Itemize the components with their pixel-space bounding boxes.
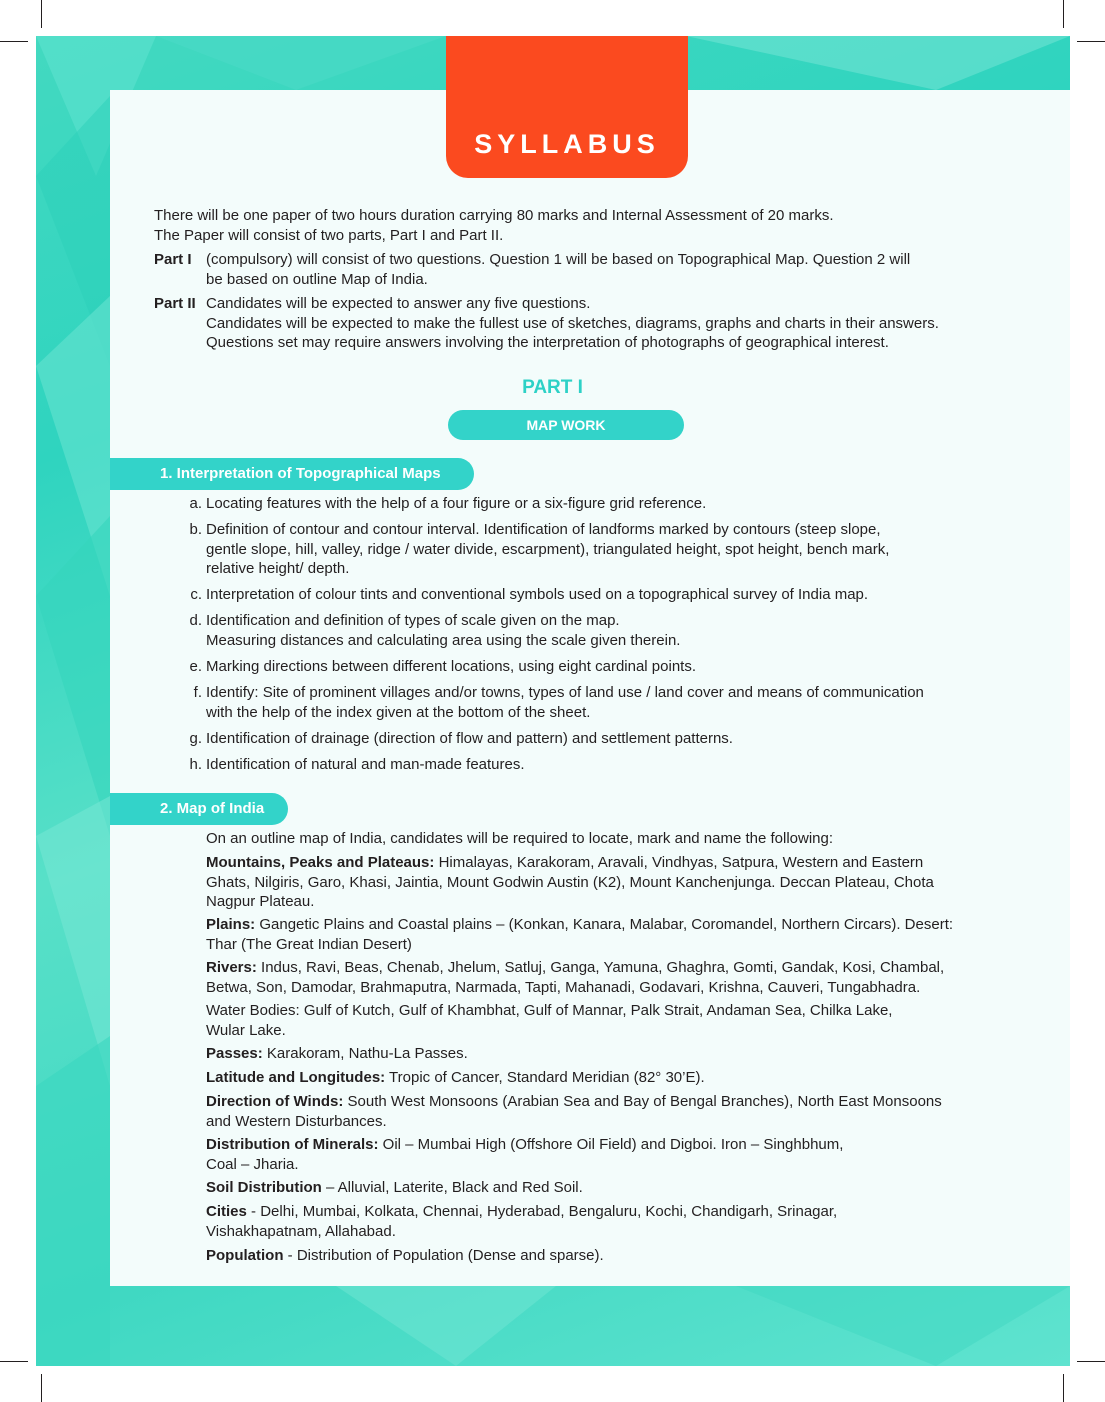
map-entry-heading: Passes: [206, 1045, 263, 1062]
map-entry-heading: Soil Distribution [206, 1179, 322, 1196]
crop-mark [1063, 0, 1064, 28]
map-entry-heading: Plains: [206, 916, 256, 933]
map-entry-line: Ghats, Nilgiris, Garo, Khasi, Jaintia, Mount Godwin Austin (K2), Mount Kanchenjunga. Deccan Plateau, Chota [206, 873, 934, 891]
map-entry-line [206, 1178, 583, 1197]
list-item-text: Identification and definition of types of scale given on the map. [206, 612, 620, 629]
list-item-label: a. [189, 495, 202, 512]
list-item-text: Measuring distances and calculating area using the scale given therein. [206, 631, 681, 649]
crop-mark [1063, 1374, 1064, 1402]
map-entry-text: - Distribution of Population (Dense and sparse). [283, 1247, 604, 1264]
map-entry-heading: Population [206, 1247, 284, 1264]
map-entry-heading: Latitude and Longitudes: [206, 1069, 386, 1086]
list-item-label: f. [193, 684, 202, 701]
list-item-text: Interpretation of colour tints and conventional symbols used on a topographical survey of India map. [206, 586, 869, 603]
list-item-text: relative height/ depth. [206, 560, 350, 577]
map-work-pill: MAP WORK [448, 410, 684, 440]
list-item-text: Marking directions between different locations, using eight cardinal points. [206, 658, 697, 675]
map-entry-line [206, 915, 953, 934]
map-entry-line [206, 1092, 942, 1111]
map-entry-text: Gangetic Plains and Coastal plains – (Konkan, Kanara, Malabar, Coromandel, Northern Circars). Desert: [255, 916, 954, 933]
list-item-text: Identify: Site of prominent villages and/or towns, types of land use / land cover and means of communication [206, 684, 924, 701]
list-item-label: e. [189, 658, 202, 675]
map-entry-line: Coal – Jharia. [206, 1155, 299, 1173]
part2-label: Part II [154, 295, 196, 312]
list-item-text: Definition of contour and contour interval. Identification of landforms marked by contours (steep slope, [206, 521, 881, 538]
map-entry-text: South West Monsoons (Arabian Sea and Bay of Bengal Branches), North East Monsoons [343, 1093, 942, 1110]
title-tab [446, 36, 688, 178]
part1-text: be based on outline Map of India. [206, 271, 428, 288]
list-item-text: gentle slope, hill, valley, ridge / water divide, escarpment), triangulated height, spot height, bench mark, [206, 540, 890, 558]
map-entry-line: Wular Lake. [206, 1021, 286, 1039]
crop-mark [41, 0, 42, 28]
crop-mark [0, 41, 28, 42]
list-item-label: h. [189, 756, 202, 773]
map-entry-text: Himalayas, Karakoram, Aravali, Vindhyas, Satpura, Western and Eastern [434, 854, 924, 871]
map-entry-line [206, 1044, 468, 1063]
section-1-heading: 1. Interpretation of Topographical Maps [110, 458, 474, 490]
map-entry-line [206, 1135, 843, 1154]
crop-mark [41, 1374, 42, 1402]
map-entry-text: - Delhi, Mumbai, Kolkata, Chennai, Hyderabad, Bengaluru, Kochi, Chandigarh, Srinagar, [246, 1203, 838, 1220]
part1-text: (compulsory) will consist of two questions. Question 1 will be based on Topographical Map. Question 2 will [206, 251, 911, 268]
map-entry-line: Nagpur Plateau. [206, 893, 315, 910]
map-entry-line: and Western Disturbances. [206, 1112, 387, 1130]
section-2-intro: On an outline map of India, candidates will be required to locate, mark and name the following: [206, 830, 834, 847]
section-2-heading: 2. Map of India [110, 793, 288, 825]
map-entry-line: Betwa, Son, Damodar, Brahmaputra, Narmada, Tapti, Mahanadi, Godavari, Krishna, Cauveri, Tungabhadra. [206, 978, 921, 996]
list-item-label: g. [189, 730, 202, 747]
map-entry-line [206, 1068, 705, 1087]
list-item-text: with the help of the index given at the bottom of the sheet. [206, 703, 591, 721]
intro-line: The Paper will consist of two parts, Part I and Part II. [154, 227, 504, 244]
intro-line: There will be one paper of two hours duration carrying 80 marks and Internal Assessment of 20 marks. [154, 207, 834, 224]
page-title: SYLLABUS [474, 129, 660, 159]
map-entry-line: Thar (The Great Indian Desert) [206, 935, 412, 953]
map-entry-line [206, 853, 923, 872]
crop-mark [1077, 41, 1105, 42]
part2-text: Questions set may require answers involving the interpretation of photographs of geographical interest. [206, 334, 889, 351]
part-heading: PART I [522, 377, 583, 398]
map-entry-text: Oil – Mumbai High (Offshore Oil Field) and Digboi. Iron – Singhbhum, [378, 1136, 844, 1153]
list-item-text: Identification of drainage (direction of flow and pattern) and settlement patterns. [206, 730, 733, 747]
map-entry-text: – Alluvial, Laterite, Black and Red Soil. [321, 1179, 583, 1196]
map-entry-line [206, 1246, 604, 1265]
map-entry-heading: Rivers: [206, 959, 257, 976]
part2-text: Candidates will be expected to answer any five questions. [206, 295, 591, 312]
map-entry-line: Vishakhapatnam, Allahabad. [206, 1222, 396, 1240]
map-entry-line [206, 958, 944, 977]
list-item-text: Identification of natural and man-made features. [206, 756, 525, 773]
list-item-label: c. [190, 586, 202, 603]
part2-text: Candidates will be expected to make the fullest use of sketches, diagrams, graphs and charts in their answers. [206, 315, 939, 332]
list-item-label: b. [189, 521, 202, 538]
crop-mark [0, 1361, 28, 1362]
map-entry-heading: Mountains, Peaks and Plateaus: [206, 854, 435, 871]
map-entry-text: Indus, Ravi, Beas, Chenab, Jhelum, Satluj, Ganga, Yamuna, Ghaghra, Gomti, Gandak, Kosi, Chambal, [256, 959, 945, 976]
list-item-text: Locating features with the help of a four figure or a six-figure grid reference. [206, 495, 707, 512]
map-entry-heading: Distribution of Minerals: [206, 1136, 379, 1153]
crop-mark [1077, 1361, 1105, 1362]
map-entry-heading: Cities [206, 1203, 247, 1220]
map-entry-line: Water Bodies: Gulf of Kutch, Gulf of Khambhat, Gulf of Mannar, Palk Strait, Andaman Sea, Chilka Lake, [206, 1002, 893, 1019]
map-entry-heading: Direction of Winds: [206, 1093, 344, 1110]
map-entry-text: Karakoram, Nathu-La Passes. [262, 1045, 468, 1062]
map-entry-text: Tropic of Cancer, Standard Meridian (82° 30’E). [385, 1069, 705, 1086]
list-item-label: d. [189, 612, 202, 629]
map-entry-line [206, 1202, 837, 1221]
part1-label: Part I [154, 251, 192, 268]
